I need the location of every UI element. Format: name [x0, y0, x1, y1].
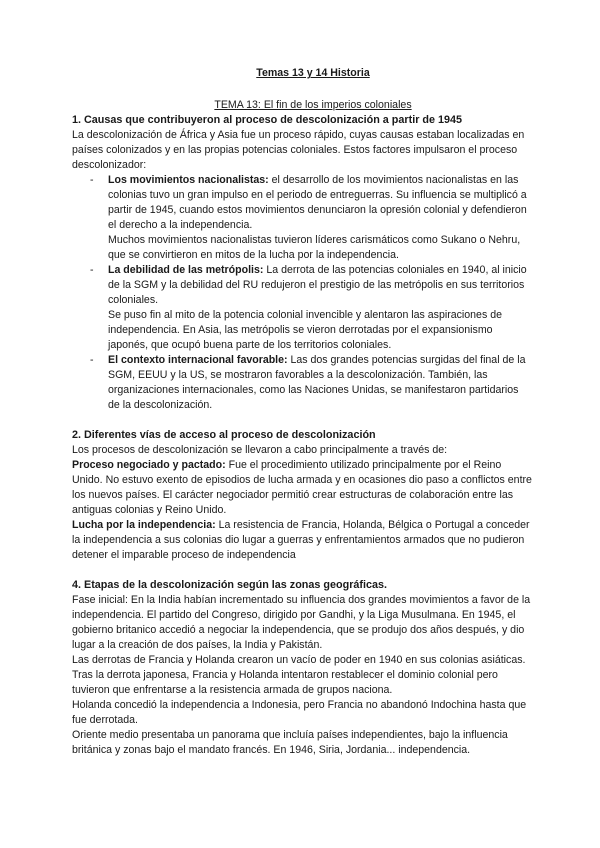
section-1-intro: La descolonización de África y Asia fue un proceso rápido, cuyas causas estaban localizadas en países colonizados y en las propias potencias coloniales. Estos factores impulsaron el proceso descolonizador: [72, 129, 525, 171]
section-1-heading: 1. Causas que contribuyeron al proceso de descolonización a partir de 1945 [72, 114, 463, 126]
section-1 [72, 113, 532, 413]
section-4-paragraph: Las derrotas de Francia y Holanda crearon un vacío de poder en 1940 en sus colonias asiáticas. Tras la derrota japonesa, Francia y Holanda intentaron restablecer el dominio colonial pero tuvieron que enfrentarse a la resistencia armada de grupos naciona. [72, 654, 526, 696]
section-2 [72, 428, 532, 563]
section-2-intro: Los procesos de descolonización se llevaron a cabo principalmente a través de: [72, 444, 448, 456]
bullet-label: Los movimientos nacionalistas: [108, 174, 269, 186]
bullet-text: el desarrollo de los movimientos nacionalistas en las colonias tuvo un gran impulso en el periodo de entreguerras. Su influencia se multiplicó a partir de 1945, cuando estos movimientos denunciaron la opresión colonial y defendieron el derecho a la independencia. [108, 174, 527, 231]
document-page [72, 66, 532, 758]
bullet-dash: - [90, 264, 94, 276]
section-1-bullet-list [72, 173, 532, 413]
bullet-label: El contexto internacional favorable: [108, 354, 288, 366]
bullet-item [72, 173, 532, 263]
bullet-item [72, 263, 532, 353]
section-4-paragraph: Holanda concedió la independencia a Indonesia, pero Francia no abandonó Indochina hasta que fue derrotada. [72, 699, 527, 726]
document-subtitle: TEMA 13: El fin de los imperios coloniales [214, 99, 412, 111]
bullet-text: Las dos grandes potencias surgidas del final de la SGM, EEUU y la US, se mostraron favorables a la descolonización. También, las organizaciones internacionales, como las Naciones Unidas, se manifestaron partidarios de la descolonización. [108, 354, 526, 411]
bullet-dash: - [90, 174, 94, 186]
bullet-dash: - [90, 354, 94, 366]
bullet-text: La derrota de las potencias coloniales en 1940, al inicio de la SGM y la debilidad del RU redujeron el prestigio de las metrópolis en sus territorios coloniales. [108, 264, 527, 306]
paragraph-text: Fue el procedimiento utilizado principalmente por el Reino Unido. No estuvo exento de episodios de lucha armada y en ocasiones dio paso a conflictos entre los nuevos países. El carácter negociador permitió crear estructuras de colaboración entre las antiguas colonias y Reino Unido. [72, 459, 532, 516]
section-2-paragraph [72, 458, 532, 518]
paragraph-label: Lucha por la independencia: [72, 519, 216, 531]
paragraph-text: La resistencia de Francia, Holanda, Bélgica o Portugal a conceder la independencia a sus colonias dio lugar a guerras y enfrentamientos armados que no pudieron detener el imparable proceso de independencia [72, 519, 530, 561]
bullet-label: La debilidad de las metrópolis: [108, 264, 264, 276]
section-2-paragraph [72, 518, 532, 563]
bullet-extra: Se puso fin al mito de la potencia colonial invencible y alentaron las aspiraciones de independencia. En Asia, las metrópolis se vieron derrotadas por el expansionismo japonés, que ocupó buena parte de los territorios coloniales. [108, 309, 502, 351]
section-4-paragraph: Oriente medio presentaba un panorama que incluía países independientes, bajo la influencia británica y zonas bajo el mandato francés. En 1946, Siria, Jordania... independencia. [72, 729, 508, 756]
paragraph-label: Proceso negociado y pactado: [72, 459, 226, 471]
section-4-paragraph: Fase inicial: En la India habían incrementado su influencia dos grandes movimientos a favor de la independencia. El partido del Congreso, dirigido por Gandhi, y la Liga Musulmana. En 1945, el gobierno britanico accedió a negociar la independencia, que se produjo dos años después, y dio lugar a la creación de dos países, la India y Pakistán. [72, 594, 531, 651]
document-title: Temas 13 y 14 Historia [256, 67, 370, 79]
section-2-heading: 2. Diferentes vías de acceso al proceso de descolonización [72, 429, 376, 441]
bullet-item [72, 353, 532, 413]
section-4 [72, 578, 532, 758]
section-4-heading: 4. Etapas de la descolonización según las zonas geográficas. [72, 579, 388, 591]
bullet-extra: Muchos movimientos nacionalistas tuvieron líderes carismáticos como Sukano o Nehru, que se convirtieron en mitos de la lucha por la independencia. [108, 234, 521, 261]
